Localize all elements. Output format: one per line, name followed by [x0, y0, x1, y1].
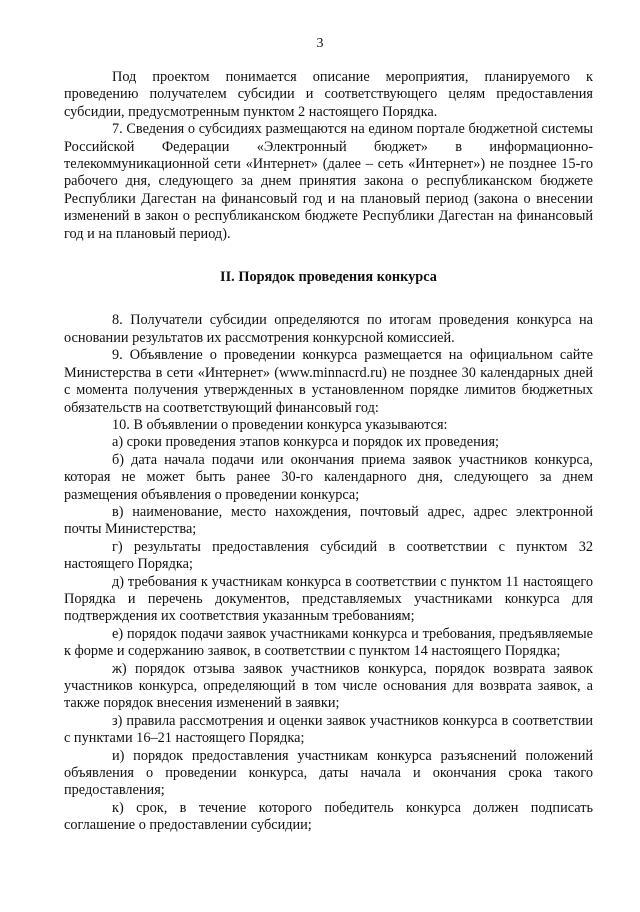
paragraph-9: 9. Объявление о проведении конкурса размещается на официальном сайте Министерства в сети «Интернет» (www.minnacrd.ru) не позднее 30 календарных дней с момента получения утвержденных в установленном порядке лимитов бюджетных обязательств на соответствующий финансовый год: [64, 347, 593, 416]
list-item-i: и) порядок предоставления участникам конкурса разъяснений положений объявления о проведении конкурса, даты начала и окончания срока такого предоставления; [64, 747, 593, 799]
list-item-z: з) правила рассмотрения и оценки заявок участников конкурса в соответствии с пунктами 16–21 настоящего Порядка; [64, 712, 593, 747]
list-item-k: к) срок, в течение которого победитель конкурса должен подписать соглашение о предоставлении субсидии; [64, 799, 593, 834]
paragraph-8: 8. Получатели субсидии определяются по итогам проведения конкурса на основании результатов их рассмотрения конкурсной комиссией. [64, 312, 593, 346]
list-item-zh: ж) порядок отзыва заявок участников конкурса, порядок возврата заявок участников конкурса, определяющий в том числе основания для возврата заявок, а также порядок внесения изменений в заявки; [64, 660, 593, 712]
list-item-a: а) сроки проведения этапов конкурса и порядок их проведения; [112, 434, 499, 451]
paragraph-project-definition: Под проектом понимается описание мероприятия, планируемого к проведению получателем субсидии и соответствующего целям предоставления субсидии, предусмотренным пунктом 2 настоящего Порядка. [64, 69, 593, 120]
list-item-g: г) результаты предоставления субсидий в соответствии с пунктом 32 настоящего Порядка; [64, 538, 593, 573]
paragraph-10: 10. В объявлении о проведении конкурса указываются: [112, 416, 448, 433]
page-number: 3 [316, 36, 324, 51]
list-item-v: в) наименование, место нахождения, почтовый адрес, адрес электронной почты Министерства; [64, 503, 593, 538]
document-body [64, 69, 593, 835]
list-item-d: д) требования к участникам конкурса в соответствии с пунктом 11 настоящего Порядка и перечень документов, представляемых участниками конкурса для подтверждения их соответствия указанным требованиям; [64, 573, 593, 625]
list-item-e: е) порядок подачи заявок участниками конкурса и требования, предъявляемые к форме и содержанию заявок, в соответствии с пунктом 14 настоящего Порядка; [64, 625, 593, 660]
section-heading: II. Порядок проведения конкурса [220, 269, 437, 286]
paragraph-7: 7. Сведения о субсидиях размещаются на едином портале бюджетной системы Российской Федерации «Электронный бюджет» в информационно-телекоммуникационной сети «Интернет» (далее – сеть «Интернет») не позднее 15-го рабочего дня, следующего за днем принятия закона о республиканском бюджете Республики Дагестан на финансовый год и на плановый период (закона о внесении изменений в закон о республиканском бюджете Республики Дагестан на финансовый год и на плановый период). [64, 121, 593, 242]
list-item-b: б) дата начала подачи или окончания приема заявок участников конкурса, которая не может быть ранее 30-го календарного дня, следующего за днем размещения объявления о проведении конкурса; [64, 451, 593, 503]
